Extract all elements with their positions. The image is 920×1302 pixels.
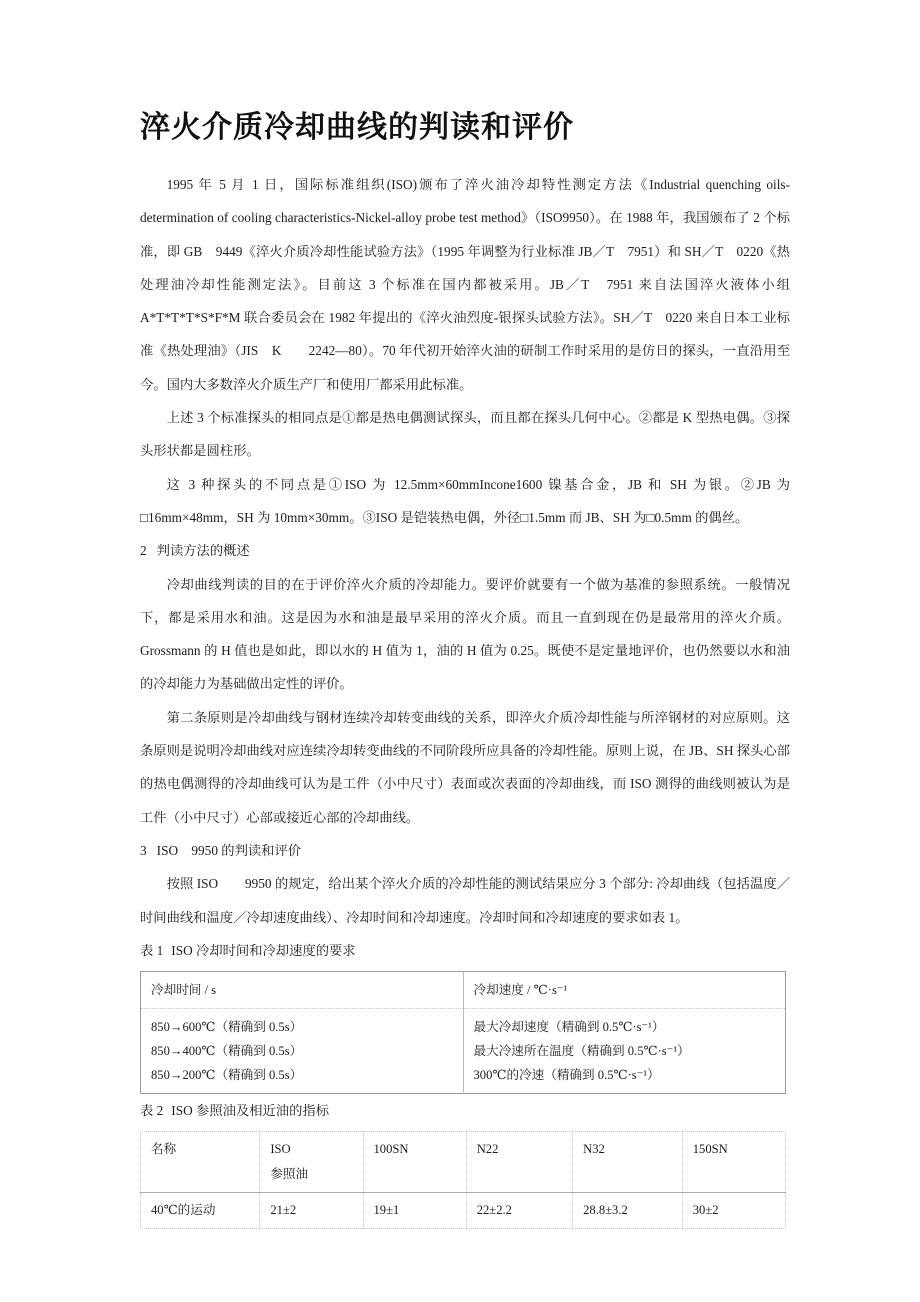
- table2-header-cell-1: [260, 1132, 363, 1193]
- section-heading-2: [140, 534, 790, 567]
- table1-body-cell-col0: [141, 1009, 464, 1094]
- table2-caption: [140, 1094, 790, 1127]
- paragraph-section2-1: 冷却曲线判读的目的在于评价淬火介质的冷却能力。要评价就要有一个做为基准的参照系统。一般情况下，都是采用水和油。这是因为水和油是最早采用的淬火介质。而且一直到现在仍是最常用的淬火介质。Grossmann 的 H 值也是如此，即以水的 H 值为 1，油的 H 值为 0.25。既使不是定量地评价，也仍然要以水和油的冷却能力为基础做出定性的评价。: [140, 576, 790, 692]
- table1-caption: [140, 934, 790, 967]
- table2-header-cell-2: 100SN: [363, 1132, 466, 1193]
- table2-cell-r0c1: 21±2: [260, 1193, 363, 1229]
- table-iso-reference-oils: [140, 1131, 786, 1229]
- document-body: [140, 168, 790, 1229]
- paragraph-section2-2: 第二条原则是冷却曲线与钢材连续冷却转变曲线的关系，即淬火介质冷却性能与所淬钢材的对应原则。这条原则是说明冷却曲线对应连续冷却转变曲线的不同阶段所应具备的冷却性能。原则上说，在 JB、SH 探头心部的热电偶测得的冷却曲线可认为是工件（小中尺寸）表面或次表面的冷却曲线，而 ISO 测得的曲线则被认为是工件（小中尺寸）心部或接近心部的冷却曲线。: [140, 709, 790, 825]
- table2-header-cell-0: 名称: [141, 1132, 260, 1193]
- table-row: [141, 1132, 786, 1193]
- table1-cell-r1c1: 最大冷速所在温度（精确到 0.5℃·s⁻¹）: [473, 1044, 690, 1059]
- table1-body-cell-col1: [463, 1009, 786, 1094]
- page-title: 淬火介质冷却曲线的判读和评价: [140, 111, 574, 144]
- paragraph-differences: 这 3 种探头的不同点是①ISO 为 12.5mm×60mmIncone1600 镍基合金，JB 和 SH 为银。②JB 为□16mm×48mm，SH 为 10mm×30mm。③ISO 是铠装热电偶，外径□1.5mm 而 JB、SH 为□0.5mm 的偶丝。: [140, 476, 790, 525]
- table1-cell-r2c0: 850→200℃（精确到 0.5s）: [151, 1068, 303, 1083]
- table1-cell-r2c1: 300℃的冷速（精确到 0.5℃·s⁻¹）: [473, 1068, 660, 1083]
- table2-cell-r0c4: 28.8±3.2: [573, 1193, 683, 1229]
- table2-header-cell-4: N32: [573, 1132, 683, 1193]
- table1-cell-r1c0: 850→400℃（精确到 0.5s）: [151, 1044, 303, 1059]
- table2-cell-r0c3: 22±2.2: [466, 1193, 572, 1229]
- table2-header-cell-3: N22: [466, 1132, 572, 1193]
- table1-cell-r0c0: 850→600℃（精确到 0.5s）: [151, 1020, 303, 1035]
- section-title-3: ISO 9950 的判读和评价: [156, 842, 302, 858]
- table-row: [141, 972, 786, 1009]
- section-number-3: 3: [140, 842, 147, 858]
- table1-header-cell-1: 冷却速度 / ℃·s⁻¹: [463, 972, 786, 1009]
- table-row: [141, 1009, 786, 1094]
- paragraph-common-points: 上述 3 个标准探头的相同点是①都是热电偶测试探头，而且都在探头几何中心。②都是 K 型热电偶。③探头形状都是圆柱形。: [140, 410, 790, 459]
- table1-caption-number: 表 1: [140, 942, 164, 958]
- table1-header-cell-0: 冷却时间 / s: [141, 972, 464, 1009]
- table2-header-cell-1-sub: 参照油: [270, 1167, 309, 1182]
- section-title-2: 判读方法的概述: [156, 543, 250, 559]
- table2-header-cell-1-main: ISO: [270, 1142, 291, 1157]
- section-heading-3: [140, 834, 790, 867]
- table-row: [141, 1193, 786, 1229]
- section-number-2: 2: [140, 543, 147, 559]
- table2-cell-r0c2: 19±1: [363, 1193, 466, 1229]
- paragraph-intro: 1995 年 5 月 1 日，国际标准组织(ISO)颁布了淬火油冷却特性测定方法《Industrial quenching oils-determination of cooling characteristics-Nickel-alloy probe test method》（ISO9950）。在 1988 年，我国颁布了 2 个标准，即 GB 9449《淬火介质冷却性能试验方法》（1995 年调整为行业标准 JB／T 7951）和 SH／T 0220《热处理油冷却性能测定法》。目前这 3 个标准在国内都被采用。JB／T 7951 来自法国淬火液体小组 A*T*T*T*S*F*M 联合委员会在 1982 年提出的《淬火油烈度-银探头试验方法》。SH／T 0220 来自日本工业标准《热处理油》（JIS K 2242—80）。70 年代初开始淬火油的研制工作时采用的是仿日的探头，一直沿用至今。国内大多数淬火介质生产厂和使用厂都采用此标准。: [140, 177, 790, 392]
- table-iso-cooling-requirements: [140, 971, 786, 1094]
- table1-caption-text: ISO 冷却时间和冷却速度的要求: [171, 942, 356, 958]
- table2-caption-number: 表 2: [140, 1103, 164, 1119]
- table2-caption-text: ISO 参照油及相近油的指标: [171, 1103, 329, 1119]
- table2-cell-r0c5: 30±2: [692, 1203, 719, 1218]
- table2-header-cell-5: 150SN: [682, 1132, 785, 1193]
- table1-cell-r0c1: 最大冷却速度（精确到 0.5℃·s⁻¹）: [473, 1020, 665, 1035]
- paragraph-section3-1: 按照 ISO 9950 的规定，给出某个淬火介质的冷却性能的测试结果应分 3 个部分: 冷却曲线（包括温度／时间曲线和温度／冷却速度曲线）、冷却时间和冷却速度。冷却时间和冷却速度的要求如表 1。: [140, 876, 790, 925]
- table2-cell-r0c0: 40℃的运动: [141, 1193, 260, 1229]
